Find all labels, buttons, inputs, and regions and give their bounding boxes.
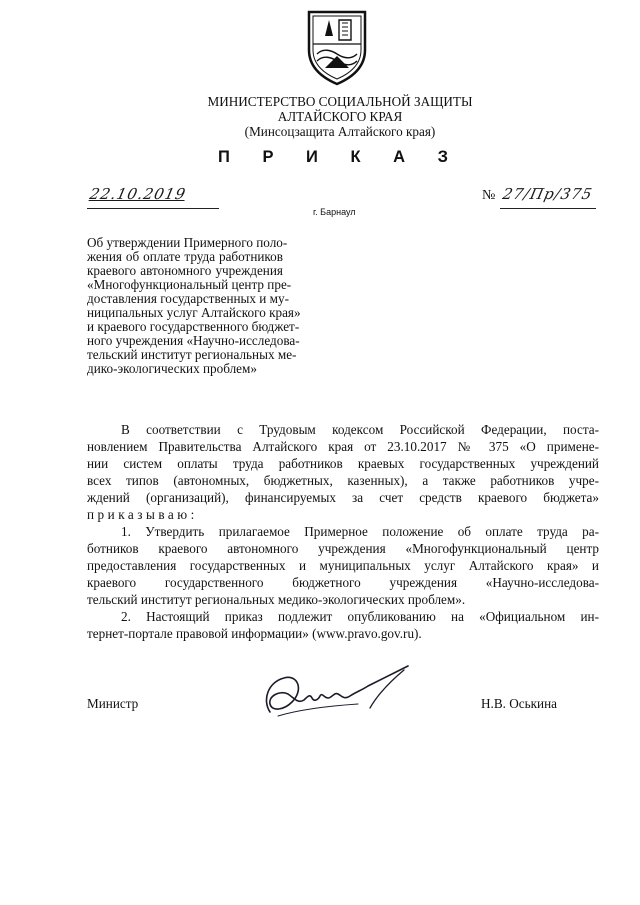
subject-line: доставления государственных и му- bbox=[87, 291, 289, 306]
body-line: краевого государственного бюджетного учреждения «Научно-исследова- bbox=[87, 575, 599, 590]
subject-line: жения об оплате труда работников bbox=[87, 249, 283, 264]
subject-line: и краевого государственного бюджет- bbox=[87, 319, 300, 334]
body-line: В соответствии с Трудовым кодексом Российской Федерации, поста- bbox=[121, 422, 599, 437]
document-date: 22.10.2019 bbox=[88, 185, 188, 203]
body-line: тельский институт региональных медико-экологических проблем». bbox=[87, 592, 466, 607]
ministry-short-name: (Минсоцзащита Алтайского края) bbox=[244, 124, 436, 139]
subject-line: дико-экологических проблем» bbox=[87, 361, 257, 376]
subject-line: ного учреждения «Научно-исследова- bbox=[87, 333, 300, 348]
subject-line: ниципальных услуг Алтайского края» bbox=[87, 305, 301, 320]
city-label: г. Барнаул bbox=[313, 207, 356, 217]
signatory-name: Н.В. Оськина bbox=[481, 696, 557, 711]
ministry-name-line-2: АЛТАЙСКОГО КРАЯ bbox=[277, 109, 403, 124]
signatory-position: Министр bbox=[87, 696, 139, 711]
body-line: тернет-портале правовой информации» (www.pravo.gov.ru). bbox=[87, 626, 422, 641]
handwritten-signature bbox=[258, 660, 418, 730]
ministry-header bbox=[150, 94, 530, 139]
body-line: 2. Настоящий приказ подлежит опубликованию на «Официальном ин- bbox=[121, 609, 599, 624]
body-line: ботников краевого автономного учреждения «Многофункциональный центр bbox=[87, 541, 599, 556]
body-line: 1. Утвердить прилагаемое Примерное положение об оплате труда ра- bbox=[121, 524, 599, 539]
subject-line: Об утверждении Примерного поло- bbox=[87, 235, 288, 250]
ministry-name-line-1: МИНИСТЕРСТВО СОЦИАЛЬНОЙ ЗАЩИТЫ bbox=[207, 94, 473, 109]
subject-line: «Многофункциональный центр пре- bbox=[87, 277, 292, 292]
body-line: предоставления государственных и муниципальных услуг Алтайского края» и bbox=[87, 558, 599, 573]
body-line: ждений (организаций), финансируемых за счет средств краевого бюджета» bbox=[87, 490, 599, 505]
order-word: приказываю: bbox=[87, 507, 198, 522]
subject-line: краевого автономного учреждения bbox=[87, 263, 283, 278]
coat-of-arms-emblem bbox=[303, 6, 371, 86]
subject-line: тельский институт региональных ме- bbox=[87, 347, 297, 362]
body-line: нии систем оплаты труда работников краевых государственных учреждений bbox=[87, 456, 599, 471]
document-title: П Р И К А З bbox=[218, 148, 462, 166]
document-number: 27/Пр/375 bbox=[501, 185, 595, 203]
body-line: всех типов (автономных, бюджетных, казенных), а также работников учре- bbox=[87, 473, 599, 488]
body-line: новлением Правительства Алтайского края от 23.10.2017 № 375 «О примене- bbox=[87, 439, 599, 454]
number-sign: № bbox=[482, 188, 496, 203]
